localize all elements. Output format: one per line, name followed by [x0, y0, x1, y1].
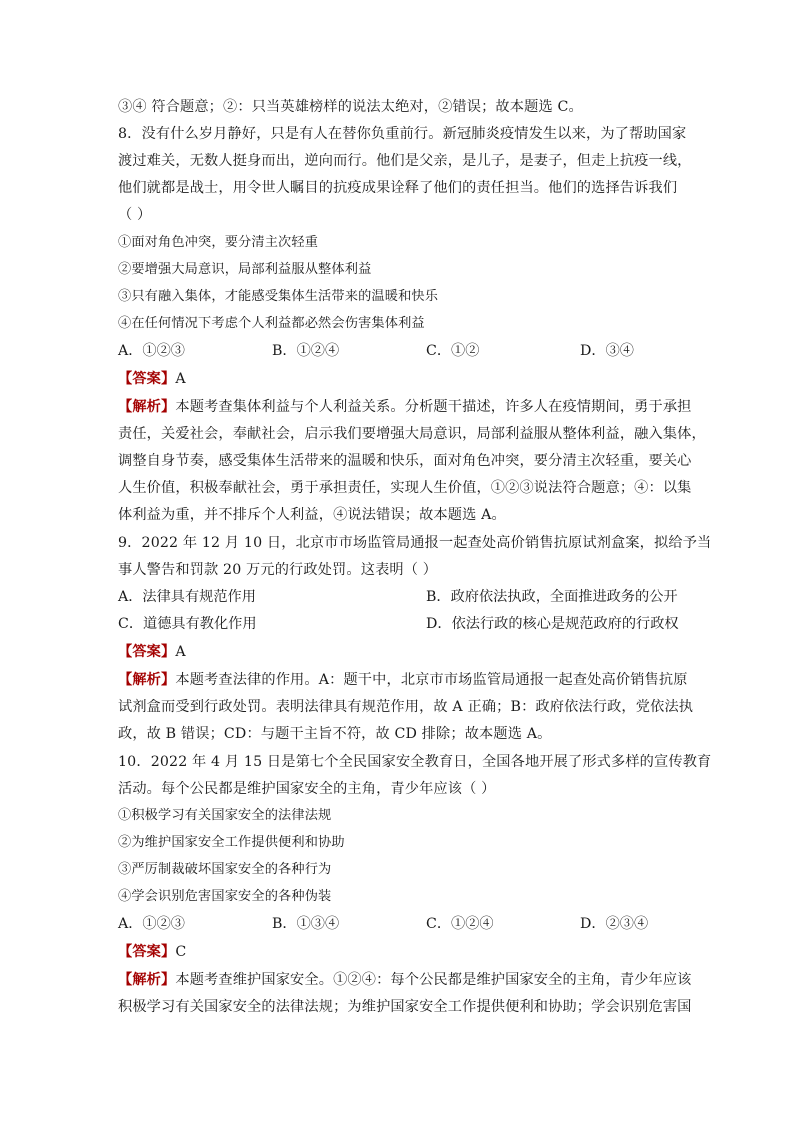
q8-option-d: D．③④ — [580, 343, 634, 359]
q10-answer-line — [118, 942, 186, 962]
q9-analysis-line: 政，故 B 错误；CD：与题干主旨不符，故 CD 排除；故本题选 A。 — [118, 726, 552, 742]
q8-stem-line: 他们就都是战士，用令世人瞩目的抗疫成果诠释了他们的责任担当。他们的选择告诉我们 — [118, 180, 678, 196]
q8-analysis-line: 责任，关爱社会，奉献社会，启示我们要增强大局意识，局部利益服从整体利益，融入集体， — [118, 426, 706, 442]
q8-analysis-line: 人生价值，积极奉献社会，勇于承担责任，实现人生价值，①②③说法符合题意；④：以集 — [118, 480, 692, 496]
q8-answer-blank: （ ） — [118, 207, 152, 223]
q8-analysis-line: 体利益为重，并不排斥个人利益，④说法错误；故本题选 A。 — [118, 507, 506, 523]
q8-answer-line — [118, 369, 186, 389]
q8-answer-value: A — [175, 371, 186, 387]
analysis-tag: 【解析】 — [118, 399, 176, 415]
q8-statement: ②要增强大局意识，局部利益服从整体利益 — [118, 262, 372, 277]
q10-answer-value: C — [175, 944, 187, 960]
analysis-tag: 【解析】 — [118, 672, 176, 688]
q8-analysis-line: 调整自身节奏，感受集体生活带来的温暖和快乐，面对角色冲突，要分清主次轻重，要关心 — [118, 453, 692, 469]
q9-option-d: D．依法行政的核心是规范政府的行政权 — [426, 616, 679, 632]
q9-answer-line — [118, 642, 186, 662]
q10-option-d: D．②③④ — [580, 916, 649, 932]
q10-stem-line: 活动。每个公民都是维护国家安全的主角，青少年应该（ ） — [118, 781, 496, 797]
q8-stem-line: 渡过难关，无数人挺身而出，逆向而行。他们是父亲，是儿子，是妻子，但走上抗疫一线， — [118, 153, 692, 169]
q10-statement: ④学会识别危害国家安全的各种伪装 — [118, 889, 332, 904]
q10-statement: ②为维护国家安全工作提供便利和协助 — [118, 835, 345, 850]
q8-stem-line: 8．没有什么岁月静好，只是有人在替你负重前行。新冠肺炎疫情发生以来，为了帮助国家 — [118, 126, 687, 142]
q9-stem-line: 9．2022 年 12 月 10 日，北京市市场监管局通报一起查处高价销售抗原试剂盒案，拟给予当 — [118, 535, 712, 551]
q10-statement: ①积极学习有关国家安全的法律法规 — [118, 808, 332, 823]
q9-option-a: A．法律具有规范作用 — [118, 589, 256, 605]
analysis-tag: 【解析】 — [118, 972, 176, 988]
q10-option-b: B．①③④ — [272, 916, 340, 932]
q9-stem-line: 事人警告和罚款 20 万元的行政处罚。这表明（ ） — [118, 562, 438, 578]
q8-statement: ①面对角色冲突，要分清主次轻重 — [118, 235, 319, 250]
answer-tag: 【答案】 — [118, 944, 176, 960]
q8-option-b: B．①②④ — [272, 343, 340, 359]
q9-analysis-line: 试剂盒而受到行政处罚。表明法律具有规范作用，故 A 正确；B：政府依法行政，党依法执 — [118, 699, 694, 715]
q8-analysis-text: 本题考查集体利益与个人利益关系。分析题干描述，许多人在疫情期间，勇于承担 — [175, 399, 692, 415]
q10-statement: ③严厉制裁破坏国家安全的各种行为 — [118, 862, 332, 877]
q8-statement: ④在任何情况下考虑个人利益都必然会伤害集体利益 — [118, 316, 425, 331]
q10-option-c: C．①②④ — [426, 916, 494, 932]
q10-analysis-line — [118, 970, 692, 990]
q9-analysis-text: 本题考查法律的作用。A：题干中，北京市市场监管局通报一起查处高价销售抗原 — [175, 672, 688, 688]
q8-option-c: C．①② — [426, 343, 480, 359]
q10-stem-line: 10．2022 年 4 月 15 日是第七个全民国家安全教育日，全国各地开展了形式多样的宣传教育 — [118, 754, 712, 770]
q9-answer-value: A — [175, 644, 186, 660]
q9-option-b: B．政府依法执政，全面推进政务的公开 — [426, 589, 678, 605]
carry-over-line: ③④ 符合题意；②：只当英雄榜样的说法太绝对，②错误；故本题选 C。 — [118, 99, 583, 115]
q8-analysis-line — [118, 397, 692, 417]
q9-analysis-line — [118, 670, 688, 690]
q10-analysis-text: 本题考查维护国家安全。①②④：每个公民都是维护国家安全的主角，青少年应该 — [175, 972, 692, 988]
q9-option-c: C．道德具有教化作用 — [118, 616, 257, 632]
q10-analysis-line: 积极学习有关国家安全的法律法规；为维护国家安全工作提供便利和协助；学会识别危害国 — [118, 999, 692, 1015]
q8-statement: ③只有融入集体，才能感受集体生活带来的温暖和快乐 — [118, 289, 439, 304]
q8-option-a: A．①②③ — [118, 343, 185, 359]
q10-option-a: A．①②③ — [118, 916, 185, 932]
answer-tag: 【答案】 — [118, 644, 176, 660]
answer-tag: 【答案】 — [118, 371, 176, 387]
